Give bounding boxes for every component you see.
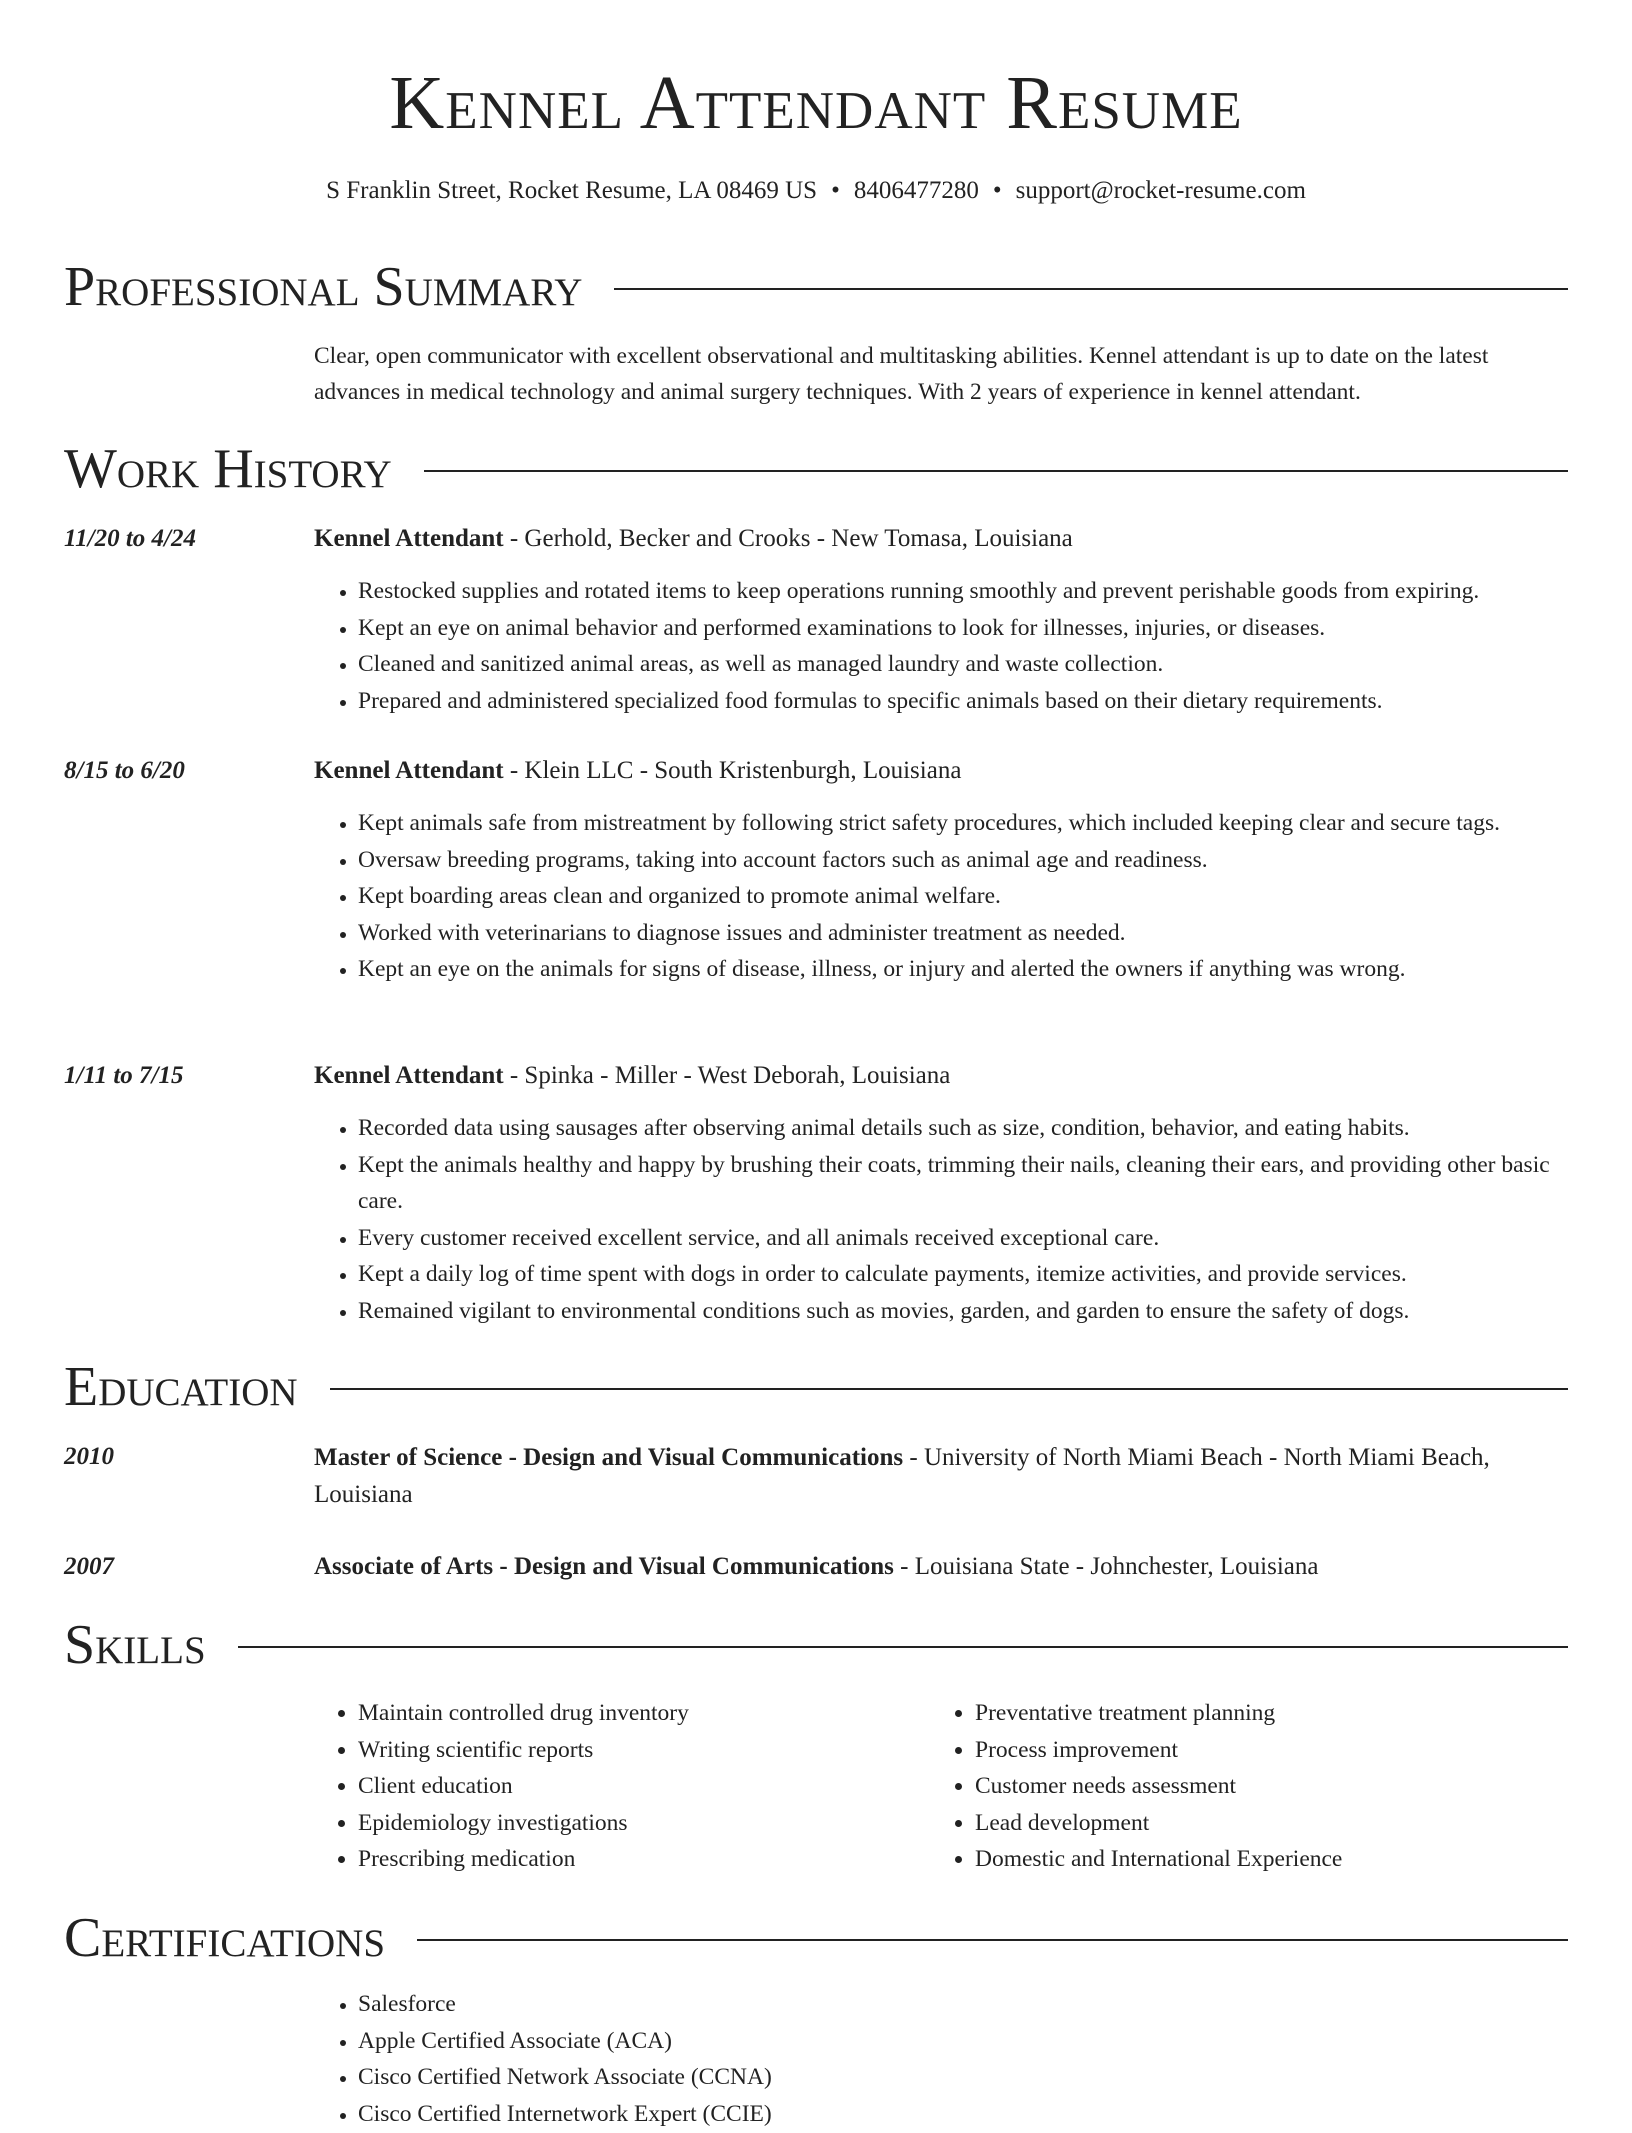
skill-item: • Writing scientific reports [358, 1732, 914, 1769]
job-bullet: • Kept an eye on the animals for signs of disease, illness, or injury and alerted the owners if anything was wrong. [358, 951, 1564, 988]
certification-item: • Salesforce [358, 1986, 1564, 2023]
skills-list-right [931, 1695, 1531, 1878]
contact-email[interactable]: support@rocket-resume.com [1015, 177, 1306, 204]
section-divider [424, 470, 1568, 472]
job-bullet: • Kept animals safe from mistreatment by following strict safety procedures, which included keeping clear and secure tags. [358, 805, 1564, 842]
skills-list-left [314, 1695, 914, 1878]
education-degree: Master of Science - Design and Visual Communications [314, 1444, 904, 1471]
skill-item: • Lead development [975, 1805, 1531, 1842]
job-bullet: • Prepared and administered specialized food formulas to specific animals based on their dietary requirements. [358, 683, 1564, 720]
job-dates: 8/15 to 6/20 [64, 757, 185, 784]
skill-item: • Process improvement [975, 1732, 1531, 1769]
education-year: 2010 [64, 1443, 114, 1470]
job-heading [314, 521, 1568, 557]
section-header-certifications [64, 1905, 1568, 1971]
section-divider [417, 1939, 1568, 1941]
skill-item: • Prescribing medication [358, 1841, 914, 1878]
contact-separator: • [831, 177, 840, 204]
job-bullet: • Oversaw breeding programs, taking into account factors such as animal age and readiness. [358, 842, 1564, 879]
education-details: - Louisiana State - Johnchester, Louisiana [893, 1553, 1319, 1580]
education-degree: Associate of Arts - Design and Visual Communications [314, 1553, 894, 1580]
section-title-summary: Professional Summary [64, 256, 583, 318]
job-bullet: • Remained vigilant to environmental conditions such as movies, garden, and garden to ensure the safety of dogs. [358, 1293, 1564, 1330]
job-details: - Spinka - Miller - West Deborah, Louisiana [503, 1062, 951, 1089]
job-title: Kennel Attendant [314, 525, 504, 552]
job-dates: 11/20 to 4/24 [64, 525, 196, 552]
contact-separator: • [992, 177, 1002, 204]
section-header-summary [64, 254, 1568, 320]
job-title: Kennel Attendant [314, 1062, 504, 1089]
skill-item: • Domestic and International Experience [975, 1841, 1531, 1878]
job-title: Kennel Attendant [314, 757, 504, 784]
job-bullet: • Worked with veterinarians to diagnose issues and administer treatment as needed. [358, 915, 1564, 952]
contact-phone: 8406477280 [853, 177, 979, 204]
skill-item: • Customer needs assessment [975, 1768, 1531, 1805]
section-title-skills: Skills [64, 1614, 206, 1676]
education-heading [314, 1439, 1568, 1513]
certification-item: • Cisco Certified Internetwork Expert (CCIE) [358, 2096, 1564, 2133]
job-bullet: • Kept the animals healthy and happy by brushing their coats, trimming their nails, cleaning their ears, and providing other basic care. [358, 1147, 1564, 1220]
section-divider [238, 1646, 1568, 1648]
education-heading [314, 1549, 1568, 1585]
education-details: - University of North Miami Beach - North Miami Beach, Louisiana [314, 1444, 1490, 1508]
section-title-education: Education [64, 1356, 298, 1418]
contact-line [0, 175, 1632, 207]
job-details: - Gerhold, Becker and Crooks - New Tomasa, Louisiana [503, 525, 1073, 552]
education-year: 2007 [64, 1553, 114, 1580]
skill-item: • Epidemiology investigations [358, 1805, 914, 1842]
job-bullet: • Recorded data using sausages after observing animal details such as size, condition, behavior, and eating habits. [358, 1110, 1564, 1147]
summary-text: Clear, open communicator with excellent observational and multitasking abilities. Kennel attendant is up to date on the latest advances in medical technology and animal surgery techniques. With 2 years of experience in kennel attendant. [314, 343, 1489, 405]
skill-item: • Client education [358, 1768, 914, 1805]
section-divider [330, 1388, 1568, 1390]
skill-item: • Preventative treatment planning [975, 1695, 1531, 1732]
certification-item: • Apple Certified Associate (ACA) [358, 2023, 1564, 2060]
skill-item: • Maintain controlled drug inventory [358, 1695, 914, 1732]
section-divider [614, 288, 1568, 290]
section-title-certifications: Certifications [64, 1907, 386, 1969]
job-bullet: • Kept a daily log of time spent with dogs in order to calculate payments, itemize activities, and provide services. [358, 1256, 1564, 1293]
job-heading [314, 753, 1568, 789]
job-bullet: • Kept boarding areas clean and organized to promote animal welfare. [358, 878, 1564, 915]
section-title-work: Work History [64, 438, 392, 500]
resume-title: Kennel Attendant Resume [389, 61, 1243, 145]
contact-address: S Franklin Street, Rocket Resume, LA 08469 US [326, 177, 818, 204]
job-bullets [314, 1110, 1564, 1329]
section-header-work [64, 436, 1568, 502]
job-dates: 1/11 to 7/15 [64, 1062, 184, 1089]
job-bullets [314, 573, 1564, 719]
job-heading [314, 1058, 1568, 1094]
job-bullet: • Kept an eye on animal behavior and performed examinations to look for illnesses, injuries, or diseases. [358, 610, 1564, 647]
job-bullet: • Restocked supplies and rotated items to keep operations running smoothly and prevent perishable goods from expiring. [358, 573, 1564, 610]
section-header-skills [64, 1612, 1568, 1678]
job-bullet: • Cleaned and sanitized animal areas, as well as managed laundry and waste collection. [358, 646, 1564, 683]
section-header-education [64, 1354, 1568, 1420]
job-bullets [314, 805, 1564, 988]
job-details: - Klein LLC - South Kristenburgh, Louisiana [503, 757, 962, 784]
certifications-list [314, 1986, 1564, 2132]
certification-item: • Cisco Certified Network Associate (CCNA) [358, 2059, 1564, 2096]
job-bullet: • Every customer received excellent service, and all animals received exceptional care. [358, 1220, 1564, 1257]
